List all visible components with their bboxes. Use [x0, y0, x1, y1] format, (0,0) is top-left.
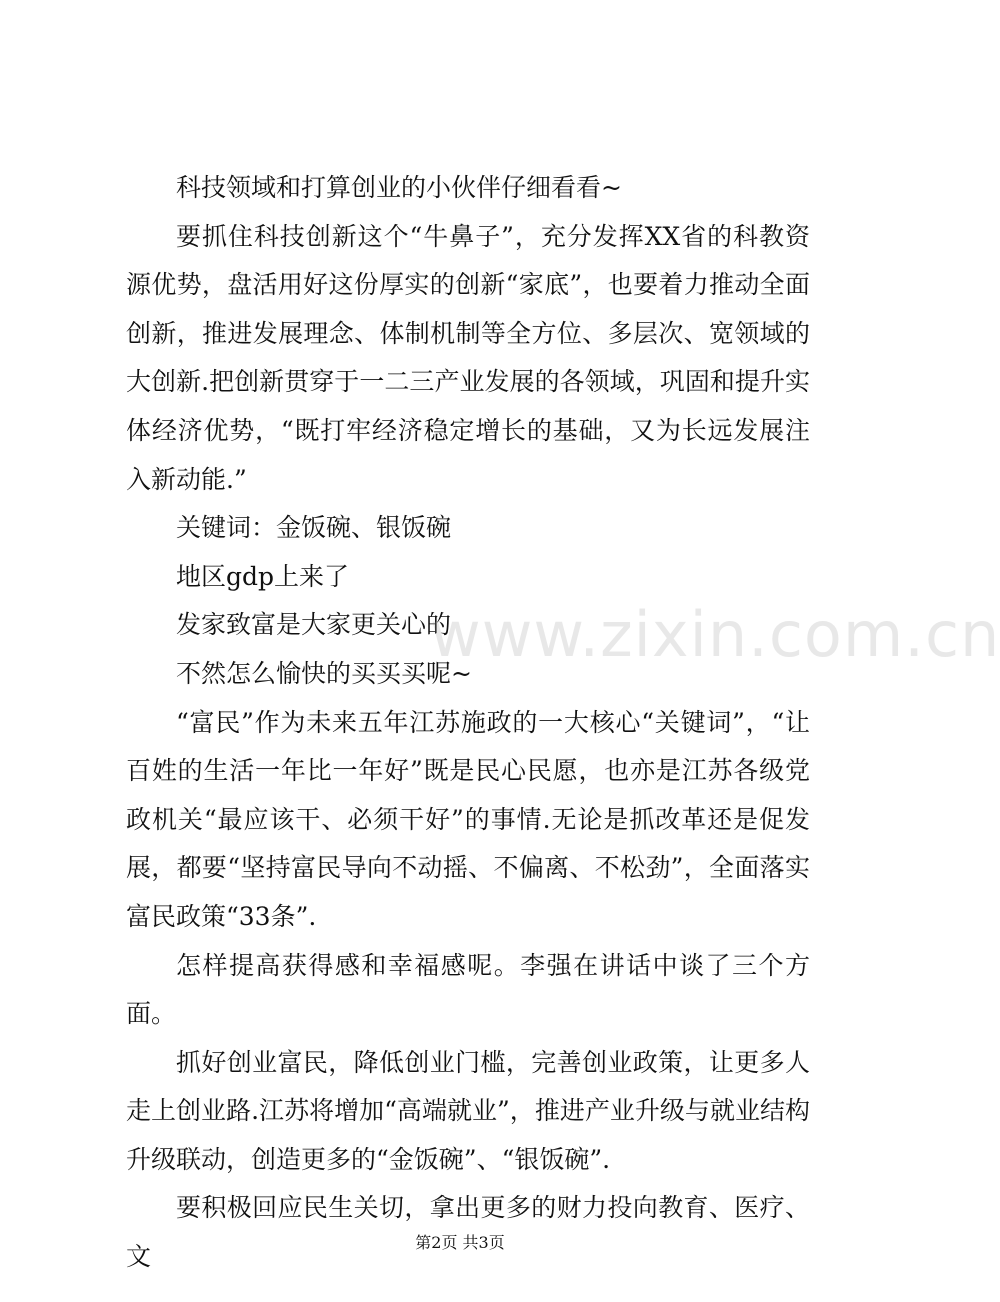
- paragraph: 关键词：金饭碗、银饭碗: [176, 513, 452, 543]
- paragraph: 不然怎么愉快的买买买呢~: [176, 658, 472, 688]
- paragraph: 怎样提高获得感和幸福感呢。李强在讲话中谈了三个方面。: [126, 950, 810, 1029]
- watermark: www.zixin.com.cn: [430, 598, 1000, 671]
- paragraph: “富民”作为未来五年江苏施政的一大核心“关键词”，“让百姓的生活一年比一年好”既是民心民愿，也亦是江苏各级党政机关“最应该干、必须干好”的事情.无论是抓改革还是促发展，都要“坚持富民导向不动摇、不偏离、不松劲”，全面落实富民政策“33条”.: [126, 707, 810, 931]
- paragraph: 要积极回应民生关切，拿出更多的财力投向教育、医疗、文: [126, 1193, 810, 1272]
- paragraph: 科技领域和打算创业的小伙伴仔细看看~: [176, 173, 622, 202]
- paragraph: 抓好创业富民，降低创业门槛，完善创业政策，让更多人走上创业路.江苏将增加“高端就业”，推进产业升级与就业结构升级联动，创造更多的“金饭碗”、“银饭碗”.: [126, 1047, 810, 1174]
- document-body: [126, 164, 810, 1282]
- paragraph: 要抓住科技创新这个“牛鼻子”，充分发挥XX省的科教资源优势，盘活用好这份厚实的创新“家底”，也要着力推动全面创新，推进发展理念、体制机制等全方位、多层次、宽领域的大创新.把创新贯穿于一二三产业发展的各领域，巩固和提升实体经济优势，“既打牢经济稳定增长的基础，又为长远发展注入新动能.”: [126, 221, 810, 494]
- paragraph: 发家致富是大家更关心的: [176, 610, 452, 640]
- paragraph: 地区gdp上来了: [176, 561, 350, 591]
- page-footer: 第2页 共3页: [415, 1233, 505, 1252]
